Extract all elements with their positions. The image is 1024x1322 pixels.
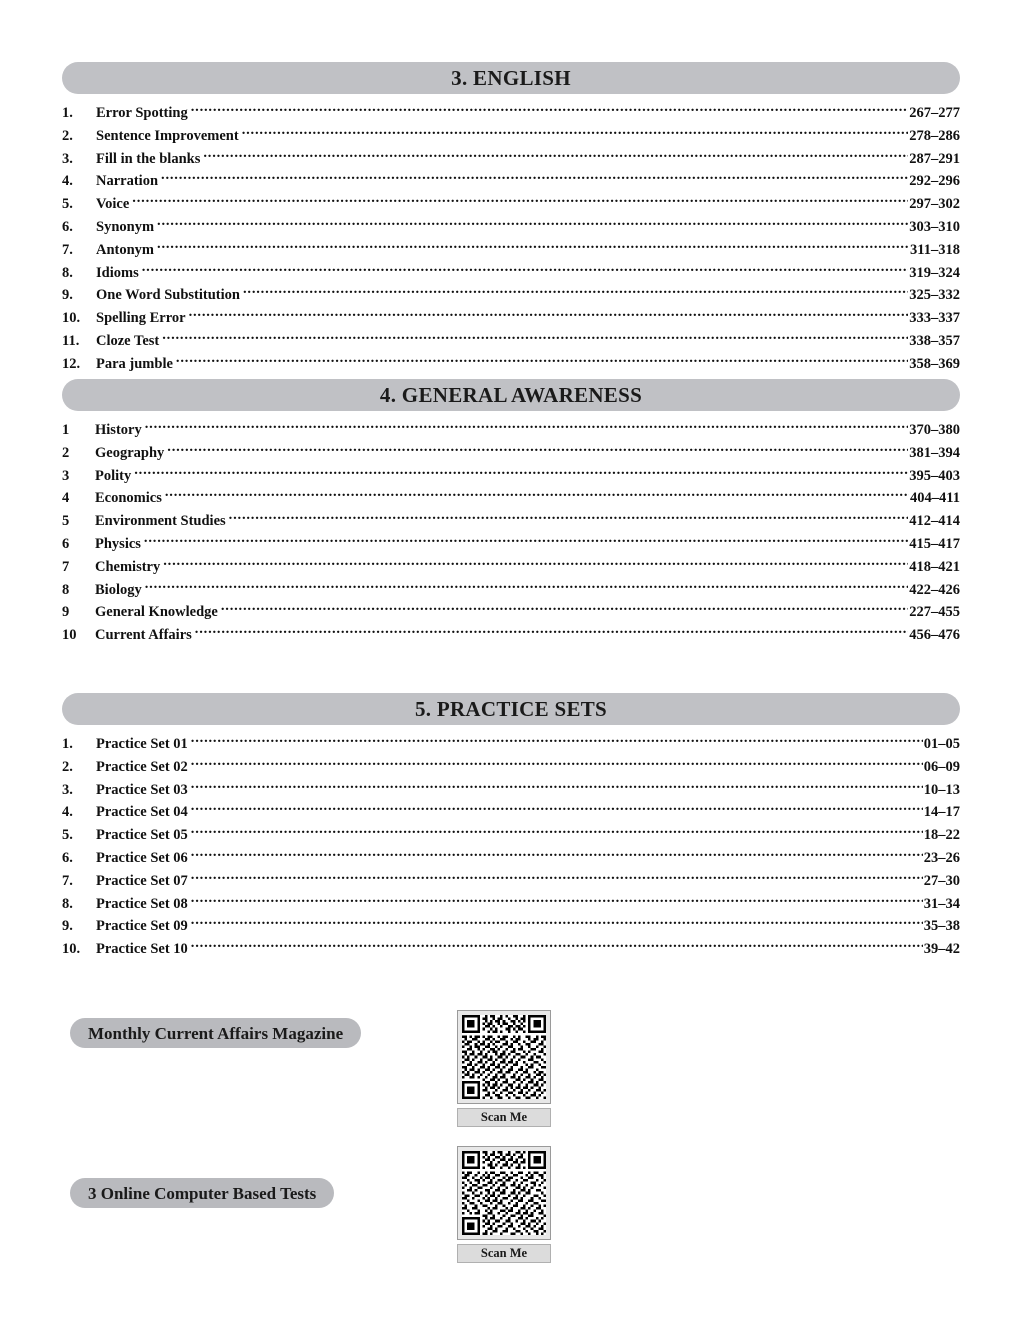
toc-entry-pages: 06–09 (923, 758, 960, 775)
toc-entry[interactable] (62, 894, 960, 917)
toc-entry-number: 6 (62, 535, 70, 552)
qr-code-icon[interactable] (457, 1010, 551, 1104)
toc-entry-pages: 10–13 (923, 781, 960, 798)
toc-dot-leader (242, 126, 909, 140)
toc-entry-number: 3. (62, 150, 73, 167)
toc-entry-label: History (95, 422, 142, 438)
toc-entry-number: 1. (62, 736, 73, 752)
toc-entry-label: Practice Set 04 (96, 804, 188, 821)
toc-entry[interactable] (62, 825, 960, 848)
toc-entry[interactable] (62, 103, 960, 126)
toc-entry-number: 11. (62, 332, 80, 349)
toc-dot-leader (191, 939, 923, 953)
toc-dot-leader (189, 308, 909, 322)
toc-entry-number: 7. (62, 241, 73, 258)
toc-dot-leader (142, 263, 909, 277)
toc-list-general-awareness (62, 420, 960, 648)
toc-dot-leader (176, 354, 908, 368)
toc-entry-pages: 267–277 (909, 105, 960, 121)
toc-entry-pages: 278–286 (909, 127, 960, 144)
toc-dot-leader (195, 625, 908, 639)
toc-entry-pages: 395–403 (909, 467, 960, 484)
toc-entry-pages: 297–302 (909, 196, 960, 213)
toc-entry-pages: 227–455 (909, 604, 960, 621)
toc-dot-leader (203, 149, 908, 163)
toc-dot-leader (165, 488, 909, 502)
toc-dot-leader (132, 194, 908, 208)
toc-entry[interactable] (62, 285, 960, 308)
toc-dot-leader (157, 217, 908, 231)
toc-entry-pages: 456–476 (909, 627, 960, 644)
toc-dot-leader (167, 443, 908, 457)
toc-entry-label: Geography (95, 444, 165, 461)
qr-scan-me-label (457, 1108, 551, 1127)
section-practice-sets (62, 693, 960, 962)
toc-entry-label: General Knowledge (95, 604, 218, 621)
toc-entry-number: 8. (62, 264, 73, 281)
toc-entry-number: 12. (62, 355, 81, 372)
toc-dot-leader (191, 848, 923, 862)
toc-entry[interactable] (62, 802, 960, 825)
toc-dot-leader (145, 580, 909, 594)
toc-entry[interactable] (62, 308, 960, 331)
toc-entry-number: 6. (62, 218, 73, 235)
section-english (62, 62, 960, 377)
toc-entry-label: Practice Set 08 (96, 895, 188, 912)
toc-entry-pages: 14–17 (923, 804, 960, 821)
toc-entry[interactable] (62, 780, 960, 803)
toc-dot-leader (144, 534, 908, 548)
toc-entry-number: 5 (62, 513, 70, 530)
toc-entry-pages: 325–332 (909, 287, 960, 304)
toc-entry-label: Environment Studies (95, 513, 226, 530)
toc-entry[interactable] (62, 354, 960, 377)
toc-entry[interactable] (62, 625, 960, 648)
toc-entry-pages: 422–426 (909, 581, 960, 598)
toc-entry-label: Current Affairs (95, 627, 192, 644)
toc-entry-number: 2. (62, 127, 73, 144)
toc-entry-number: 6. (62, 849, 73, 866)
toc-entry-pages: 338–357 (909, 332, 960, 349)
toc-dot-leader (134, 466, 908, 480)
toc-entry[interactable] (62, 126, 960, 149)
toc-entry[interactable] (62, 557, 960, 580)
toc-dot-leader (229, 511, 909, 525)
toc-entry[interactable] (62, 580, 960, 603)
toc-entry-pages: 333–337 (909, 310, 960, 327)
toc-entry-label: Practice Set 05 (96, 827, 188, 844)
toc-entry-label: Practice Set 09 (96, 918, 188, 935)
toc-entry-label: Narration (96, 173, 159, 190)
toc-entry-number: 1 (62, 422, 70, 438)
toc-entry-number: 10. (62, 310, 81, 327)
toc-entry-label: Spelling Error (96, 310, 186, 327)
qr-caption-text: Scan Me (480, 1246, 528, 1261)
toc-entry-number: 5. (62, 196, 73, 213)
toc-entry-number: 3 (62, 467, 70, 484)
toc-entry[interactable] (62, 488, 960, 511)
toc-entry-pages: 319–324 (909, 264, 960, 281)
toc-dot-leader (157, 240, 909, 254)
toc-list-english (62, 103, 960, 377)
toc-entry-number: 9 (62, 604, 70, 621)
section-title: 4. GENERAL AWARENESS (379, 382, 643, 407)
toc-entry[interactable] (62, 511, 960, 534)
toc-dot-leader (191, 757, 923, 771)
toc-entry-pages: 412–414 (909, 513, 960, 530)
toc-entry[interactable] (62, 171, 960, 194)
section-general-awareness (62, 379, 960, 648)
toc-entry-number: 7. (62, 872, 73, 889)
toc-entry-pages: 404–411 (910, 490, 960, 507)
toc-entry-pages: 35–38 (923, 918, 960, 935)
toc-entry-pages: 23–26 (923, 849, 960, 866)
toc-entry-label: Physics (95, 535, 141, 552)
toc-entry[interactable] (62, 916, 960, 939)
toc-entry[interactable] (62, 939, 960, 962)
qr-block[interactable] (457, 1146, 551, 1263)
qr-block[interactable] (457, 1010, 551, 1127)
toc-entry-number: 3. (62, 781, 73, 798)
toc-entry-number: 4. (62, 804, 73, 821)
toc-entry-pages: 370–380 (909, 422, 960, 438)
toc-entry-number: 1. (62, 105, 73, 121)
toc-entry-number: 2 (62, 444, 70, 461)
toc-entry[interactable] (62, 602, 960, 625)
toc-dot-leader (191, 103, 909, 117)
toc-entry-label: Practice Set 01 (96, 736, 188, 752)
toc-entry[interactable] (62, 534, 960, 557)
promo-label-pill[interactable] (70, 1178, 334, 1208)
section-header-practice-sets (62, 693, 960, 725)
toc-entry-label: Practice Set 07 (96, 872, 188, 889)
toc-entry-number: 2. (62, 758, 73, 775)
qr-code-icon[interactable] (457, 1146, 551, 1240)
toc-entry-pages: 287–291 (909, 150, 960, 167)
toc-entry-pages: 381–394 (909, 444, 960, 461)
toc-list-practice-sets (62, 734, 960, 962)
toc-entry-label: Chemistry (95, 558, 161, 575)
toc-entry-pages: 311–318 (910, 241, 960, 258)
toc-entry-label: One Word Substitution (96, 287, 240, 304)
toc-entry-label: Polity (95, 467, 132, 484)
toc-entry[interactable] (62, 443, 960, 466)
toc-entry[interactable] (62, 217, 960, 240)
toc-entry[interactable] (62, 734, 960, 757)
toc-entry[interactable] (62, 240, 960, 263)
toc-entry-label: Practice Set 02 (96, 758, 188, 775)
toc-entry[interactable] (62, 871, 960, 894)
toc-entry-pages: 01–05 (923, 736, 960, 752)
toc-entry-label: Para jumble (96, 355, 173, 372)
toc-entry[interactable] (62, 331, 960, 354)
toc-dot-leader (161, 171, 908, 185)
toc-entry-pages: 292–296 (909, 173, 960, 190)
toc-entry-label: Practice Set 03 (96, 781, 188, 798)
toc-entry-number: 10. (62, 941, 81, 958)
toc-entry-pages: 415–417 (909, 535, 960, 552)
toc-entry-number: 10 (62, 627, 77, 644)
toc-entry[interactable] (62, 263, 960, 286)
toc-entry-number: 9. (62, 918, 73, 935)
toc-entry-label: Cloze Test (96, 332, 160, 349)
toc-dot-leader (191, 780, 923, 794)
toc-entry-label: Antonym (96, 241, 155, 258)
toc-entry[interactable] (62, 194, 960, 217)
toc-entry-label: Sentence Improvement (96, 127, 239, 144)
toc-dot-leader (162, 331, 908, 345)
toc-entry-label: Idioms (96, 264, 139, 281)
toc-entry-pages: 27–30 (923, 872, 960, 889)
toc-dot-leader (191, 871, 923, 885)
toc-dot-leader (191, 734, 923, 748)
toc-entry[interactable] (62, 420, 960, 443)
toc-entry-label: Economics (95, 490, 162, 507)
toc-entry-pages: 39–42 (923, 941, 960, 958)
toc-entry-number: 4 (62, 490, 70, 507)
toc-dot-leader (191, 802, 923, 816)
toc-entry-label: Error Spotting (96, 105, 188, 121)
toc-entry-label: Practice Set 10 (96, 941, 188, 958)
toc-entry-pages: 18–22 (923, 827, 960, 844)
toc-entry[interactable] (62, 848, 960, 871)
promo-label: Monthly Current Affairs Magazine (88, 1023, 344, 1043)
toc-entry-label: Practice Set 06 (96, 849, 188, 866)
section-header-english (62, 62, 960, 94)
toc-entry[interactable] (62, 149, 960, 172)
promo-label: 3 Online Computer Based Tests (88, 1183, 317, 1203)
toc-entry-label: Fill in the blanks (96, 150, 201, 167)
toc-entry-pages: 358–369 (909, 355, 960, 372)
toc-entry-label: Biology (95, 581, 142, 598)
toc-entry-label: Synonym (96, 218, 155, 235)
section-title: 5. PRACTICE SETS (414, 696, 608, 721)
toc-entry-number: 7 (62, 558, 70, 575)
toc-entry-number: 4. (62, 173, 73, 190)
toc-entry-label: Voice (96, 196, 130, 213)
toc-dot-leader (221, 602, 908, 616)
toc-entry[interactable] (62, 466, 960, 489)
section-header-general-awareness (62, 379, 960, 411)
toc-dot-leader (145, 420, 909, 434)
toc-entry-pages: 31–34 (923, 895, 960, 912)
toc-dot-leader (163, 557, 908, 571)
qr-scan-me-label (457, 1244, 551, 1263)
toc-dot-leader (243, 285, 908, 299)
section-title: 3. ENGLISH (451, 65, 571, 90)
qr-caption-text: Scan Me (480, 1110, 528, 1125)
toc-dot-leader (191, 894, 923, 908)
toc-entry-number: 9. (62, 287, 73, 304)
toc-entry-number: 8. (62, 895, 73, 912)
toc-dot-leader (191, 825, 923, 839)
toc-dot-leader (191, 916, 923, 930)
toc-entry-pages: 303–310 (909, 218, 960, 235)
toc-entry[interactable] (62, 757, 960, 780)
toc-entry-number: 5. (62, 827, 73, 844)
toc-entry-pages: 418–421 (909, 558, 960, 575)
promo-label-pill[interactable] (70, 1018, 361, 1048)
toc-entry-number: 8 (62, 581, 70, 598)
